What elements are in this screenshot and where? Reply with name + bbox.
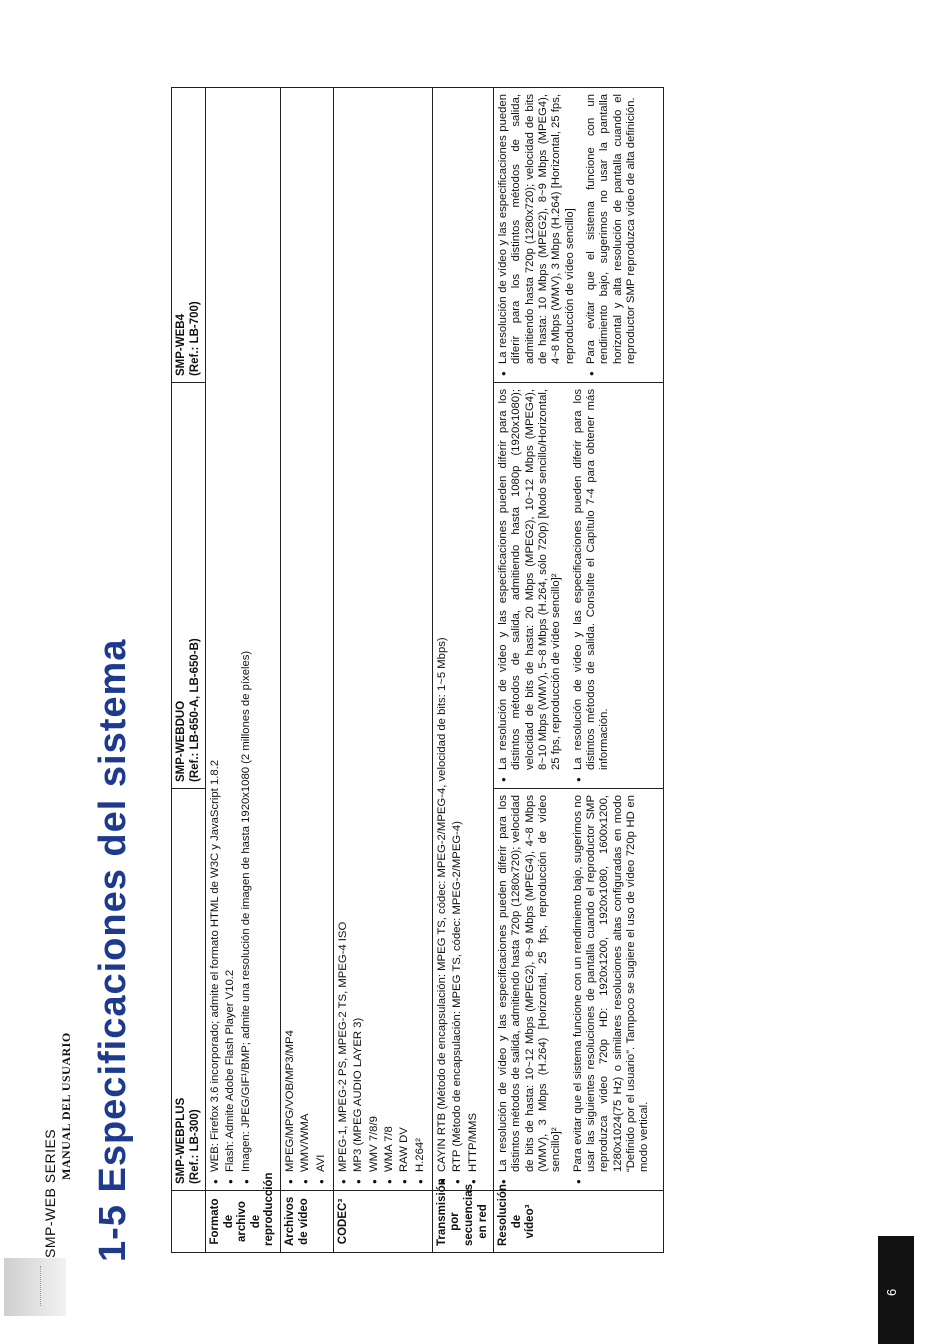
column-header-webplus: [172, 789, 206, 1191]
row-content: [333, 88, 432, 1191]
header-dots: [40, 1266, 67, 1306]
list-item: ● HTTP/MMS: [467, 94, 480, 1184]
row-label: Transmisión por secuencias en red: [432, 1191, 493, 1253]
list-item: ● H.264²: [414, 94, 427, 1184]
column-name: SMP-WEBPLUS: [175, 1097, 187, 1184]
row-label: Resolución de vídeo³: [494, 1191, 664, 1253]
list-item: ● La resolución de vídeo y las especificaciones pueden diferir para los distintos métodos de salida, admitiendo hasta 720p (1280x720); velocidad de bits de hasta: 10~12 Mbps (MPEG2), 8~9 Mbps (MPEG4), 4~8 Mbps (WMV), 3 Mbps (H.264) [Horizontal, 25 fps, reproducción de vídeo sencillo]²: [497, 795, 564, 1184]
list-item: ● La resolución de vídeo y las especificaciones pueden diferir para los distintos métodos de salida, admitiendo hasta 1080p (1920x1080); velocidad de bits de hasta: 20 Mbps (MPEG2), 10~12 Mbps (MPEG4), 8~10 Mbps (WMV), 5~8 Mbps (H.264, sólo 720p) [Modo sencillo/Horizontal, 25 fps, reproducción de vídeo sencillo]²: [497, 389, 564, 782]
list-item: ● CAYIN RTB (Método de encapsulación: MPEG TS, códec: MPEG-2/MPEG-4, velocidad de bits: 1~5 Mbps): [436, 94, 449, 1184]
table-row-archivos: [280, 88, 333, 1253]
list-item: ● Para evitar que el sistema funcione con un rendimiento bajo, sugerimos no usar las siguientes resoluciones de pantalla cuando el reproductor SMP reproduzca vídeo 720p HD: 1920x1200, 1920x1080, 1600x1200, 1280x1024(75 Hz) o similares resoluciones altas configuradas en modo “Definido por el usuario”. Tampoco se sugiere el uso de vídeo 720p HD en modo vertical.: [572, 795, 652, 1184]
row-content: [280, 88, 333, 1191]
column-name: SMP-WEBDUO: [175, 700, 187, 782]
list-item: ● MPEG/MPG/VOB/MP3/MP4: [284, 94, 297, 1184]
table-row-transmision: [432, 88, 493, 1253]
table-row-resolucion: [494, 88, 664, 1253]
series-name: SMP-WEB SERIES: [42, 1128, 58, 1258]
row-content: [432, 88, 493, 1191]
list-item: ● RTP (Método de encapsulación: MPEG TS, códec: MPEG-2/MPEG-4): [451, 94, 464, 1184]
resolution-webplus: [494, 789, 664, 1191]
header-strip: [0, 1258, 70, 1318]
row-label: Formato de archivo de reproducción: [206, 1191, 281, 1253]
table-row-formato: [206, 88, 281, 1253]
list-item: ● WMV/WMA: [299, 94, 312, 1184]
list-item: ● WMV 7/8/9: [368, 94, 381, 1184]
table-header-row: [172, 88, 206, 1253]
list-item: ● Para evitar que el sistema funcione con un rendimiento bajo, sugerimos no usar la pantalla horizontal y alta resolución de pantalla cuando el reproductor SMP reproduzca vídeo de alta definición.: [585, 94, 638, 376]
column-ref: (Ref.: LB-700): [188, 301, 201, 376]
column-header-webduo: [172, 383, 206, 789]
spec-table-container: [171, 88, 843, 1253]
column-name: SMP-WEB4: [175, 314, 187, 376]
resolution-webduo: [494, 383, 664, 789]
column-ref: (Ref.: LB-650-A, LB-650-B): [188, 638, 201, 782]
list-item: ● La resolución de vídeo y las especificaciones pueden diferir para los distintos métodos de salida, admitiendo hasta 720p (1280x720); velocidad de bits de hasta: 10 Mbps (MPEG2), 8~9 Mbps (MPEG4), 4~8 Mbps (WMV), 3 Mbps (H.264) [Horizontal, 25 fps, reproducción de vídeo sencillo]: [497, 94, 577, 376]
resolution-web4: [494, 88, 664, 383]
list-item: ● RAW DV: [398, 94, 411, 1184]
list-item: ● Flash: Admite Adobe Flash Player V10.2: [224, 94, 237, 1184]
list-item: ● Imagen: JPEG/GIF¹/BMP; admite una resolución de imagen de hasta 1920x1080 (2 millones de píxeles): [240, 94, 253, 1184]
row-label: Archivos de vídeo: [280, 1191, 333, 1253]
list-item: ● WEB: Firefox 3.6 incorporado; admite el formato HTML de W3C y JavaScript 1.8.2: [209, 94, 222, 1184]
manual-title: MANUAL DEL USUARIO: [59, 1032, 73, 1180]
column-header-web4: [172, 88, 206, 383]
spec-table: [171, 87, 664, 1253]
list-item: ● La resolución de vídeo y las especificaciones pueden diferir para los distintos métodos de salida. Consulte el Capítulo 7-4 para obtener más información.: [572, 389, 612, 782]
list-item: ● MPEG-1, MPEG-2 PS, MPEG-2 TS, MPEG-4 ISO: [337, 94, 350, 1184]
row-label: CODEC³: [333, 1191, 432, 1253]
list-item: ● WMA 7/8: [383, 94, 396, 1184]
row-content: [206, 88, 281, 1191]
page-number: 6: [884, 1288, 899, 1296]
header-empty-cell: [172, 1191, 206, 1253]
list-item: ● MP3 (MPEG AUDIO LAYER 3): [352, 94, 365, 1184]
list-item: ● AVI: [315, 94, 328, 1184]
column-ref: (Ref.: LB-300): [188, 1109, 201, 1184]
section-title: 1-5 Especificaciones del sistema: [92, 638, 134, 1262]
table-row-codec: [333, 88, 432, 1253]
